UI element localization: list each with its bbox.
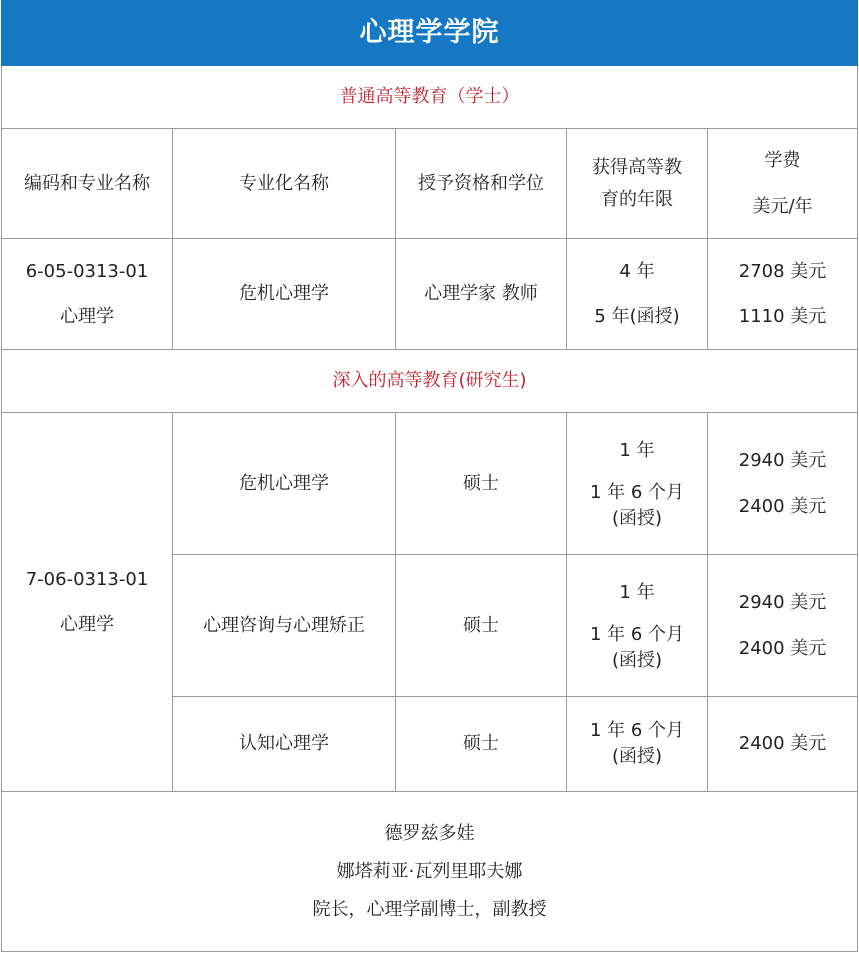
- header-qualification: 授予资格和学位: [396, 129, 567, 239]
- bachelor-data-row: [2, 239, 858, 350]
- bachelor-specialization: 危机心理学: [173, 239, 396, 350]
- master-years-cell-3: [567, 697, 708, 792]
- master-fee-2-b: 2400 美元: [738, 637, 827, 659]
- master-code: 7-06-0313-01: [25, 568, 149, 590]
- master-years-2-b: 1 年 6 个月: [589, 624, 685, 646]
- header-row: [2, 129, 858, 239]
- bachelor-section-row: [2, 66, 858, 129]
- master-years-2-a: 1 年: [619, 581, 655, 603]
- dean-info: [2, 792, 858, 952]
- master-years-1-c: (函授): [611, 508, 663, 530]
- master-fee-cell-2: [708, 555, 858, 697]
- header-fee-line1: 学费: [764, 150, 801, 171]
- bachelor-section-label: 普通高等教育（学士）: [2, 66, 858, 129]
- dean-title: 院长，心理学副博士，副教授: [312, 898, 547, 920]
- bachelor-fee-1: 2708 美元: [738, 260, 827, 282]
- master-qualification-1: 硕士: [396, 413, 567, 555]
- bachelor-qualification: 心理学家 教师: [396, 239, 567, 350]
- master-years-cell-1: [567, 413, 708, 555]
- master-qualification-3: 硕士: [396, 697, 567, 792]
- master-years-2-c: (函授): [611, 650, 663, 672]
- master-fee-3: 2400 美元: [708, 697, 858, 792]
- header-specialization: 专业化名称: [173, 129, 396, 239]
- master-section-label: 深入的高等教育(研究生): [2, 350, 858, 413]
- master-years-cell-2: [567, 555, 708, 697]
- bachelor-years-2: 5 年(函授): [594, 306, 680, 327]
- master-years-1-a: 1 年: [619, 439, 655, 461]
- bachelor-fee-2: 1110 美元: [738, 306, 827, 327]
- bachelor-years-1: 4 年: [619, 260, 655, 282]
- master-section-row: [2, 350, 858, 413]
- master-row-1: [2, 413, 858, 555]
- bachelor-major: 心理学: [60, 306, 114, 327]
- master-years-1-b: 1 年 6 个月: [589, 482, 685, 504]
- master-qualification-2: 硕士: [396, 555, 567, 697]
- faculty-table: [1, 0, 858, 952]
- header-fee-line2: 美元/年: [752, 195, 813, 217]
- master-years-3-b: (函授): [611, 746, 663, 767]
- master-specialization-2: 心理咨询与心理矫正: [173, 555, 396, 697]
- dean-surname: 德罗兹多娃: [384, 822, 475, 844]
- master-specialization-3: 认知心理学: [173, 697, 396, 792]
- master-fee-1-a: 2940 美元: [738, 450, 827, 471]
- bachelor-years-cell: [567, 239, 708, 350]
- master-fee-1-b: 2400 美元: [738, 495, 827, 517]
- header-years-line1: 获得高等教: [592, 157, 682, 178]
- title-row: [2, 1, 858, 66]
- bachelor-code-cell: [2, 239, 173, 350]
- footer-row: [2, 792, 858, 952]
- master-specialization-1: 危机心理学: [173, 413, 396, 555]
- master-major: 心理学: [60, 614, 114, 635]
- header-code-name: 编码和专业名称: [2, 129, 173, 239]
- master-years-3-a: 1 年 6 个月: [589, 719, 685, 741]
- master-fee-cell-1: [708, 413, 858, 555]
- header-years: [567, 129, 708, 239]
- header-years-line2: 育的年限: [601, 188, 673, 210]
- bachelor-fee-cell: [708, 239, 858, 350]
- bachelor-code: 6-05-0313-01: [25, 260, 149, 282]
- master-code-cell: [2, 413, 173, 792]
- page-title: 心理学学院: [2, 1, 858, 66]
- header-fee: [708, 129, 858, 239]
- master-fee-2-a: 2940 美元: [738, 592, 827, 613]
- dean-given-name: 娜塔莉亚·瓦列里耶夫娜: [336, 860, 523, 882]
